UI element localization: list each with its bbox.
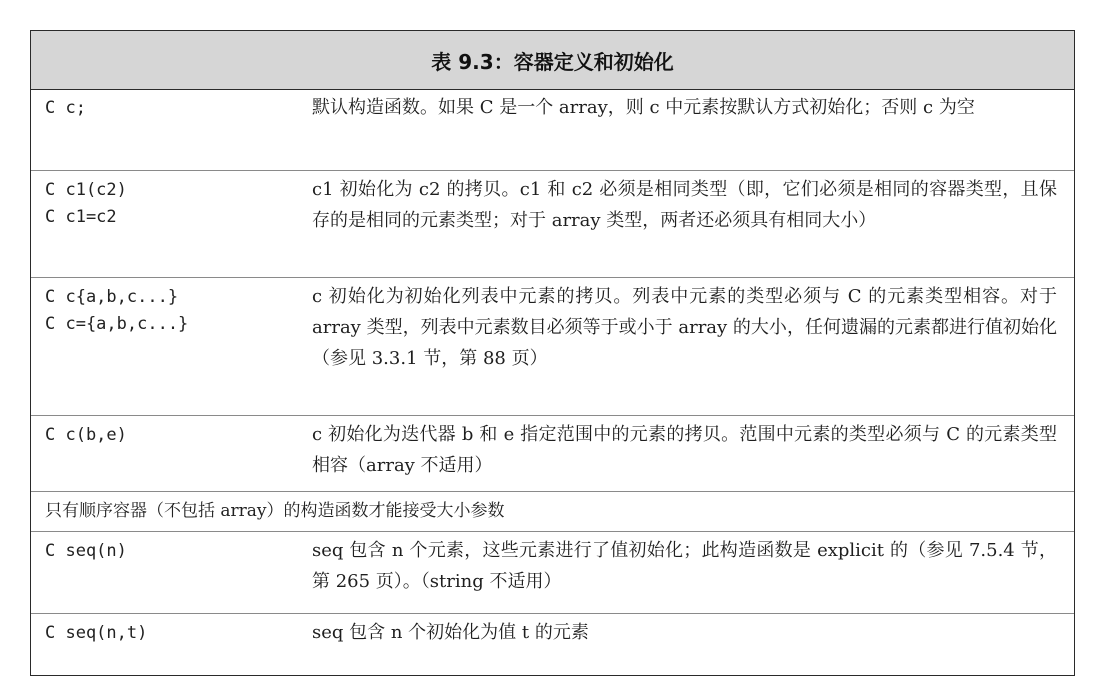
section-note-row <box>31 492 1074 532</box>
signature-cell <box>45 422 127 449</box>
description-cell: c 初始化为迭代器 b 和 e 指定范围中的元素的拷贝。范围中元素的类型必须与 C 的元素类型相容（array 不适用） <box>312 424 1057 476</box>
signature: C c1=c2 <box>45 207 117 227</box>
table-row <box>31 614 1074 672</box>
signature-cell <box>45 95 86 122</box>
signature-cell <box>45 538 127 565</box>
section-note: 只有顺序容器（不包括 array）的构造函数才能接受大小参数 <box>45 501 505 521</box>
description-cell: seq 包含 n 个初始化为值 t 的元素 <box>312 622 589 643</box>
table-title-text: 表 9.3：容器定义和初始化 <box>431 49 674 74</box>
signature: C seq(n,t) <box>45 623 148 643</box>
table-title <box>31 31 1074 90</box>
table-row <box>31 171 1074 278</box>
table-row <box>31 532 1074 614</box>
container-init-table <box>30 30 1075 676</box>
table-row <box>31 89 1074 171</box>
signature: C c1(c2) <box>45 180 127 200</box>
signature: C c; <box>45 98 86 118</box>
table-row <box>31 278 1074 416</box>
signature: C c(b,e) <box>45 425 127 445</box>
signature-cell <box>45 620 147 647</box>
signature-cell <box>45 284 188 338</box>
signature: C seq(n) <box>45 541 127 561</box>
description-cell: seq 包含 n 个元素，这些元素进行了值初始化；此构造函数是 explicit 的（参见 7.5.4 节，第 265 页）。（string 不适用） <box>312 540 1057 592</box>
table-row <box>31 416 1074 492</box>
signature: C c={a,b,c...} <box>45 314 189 334</box>
signature: C c{a,b,c...} <box>45 287 179 307</box>
description-cell: c 初始化为初始化列表中元素的拷贝。列表中元素的类型必须与 C 的元素类型相容。对于 array 类型，列表中元素数目必须等于或小于 array 的大小，任何遗漏的元素都进行值初始化（参见 3.3.1 节，第 88 页） <box>312 286 1057 369</box>
description-cell: c1 初始化为 c2 的拷贝。c1 和 c2 必须是相同类型（即，它们必须是相同的容器类型，且保存的是相同的元素类型；对于 array 类型，两者还必须具有相同大小） <box>312 179 1057 231</box>
description-cell: 默认构造函数。如果 C 是一个 array，则 c 中元素按默认方式初始化；否则 c 为空 <box>312 97 975 118</box>
signature-cell <box>45 177 127 231</box>
